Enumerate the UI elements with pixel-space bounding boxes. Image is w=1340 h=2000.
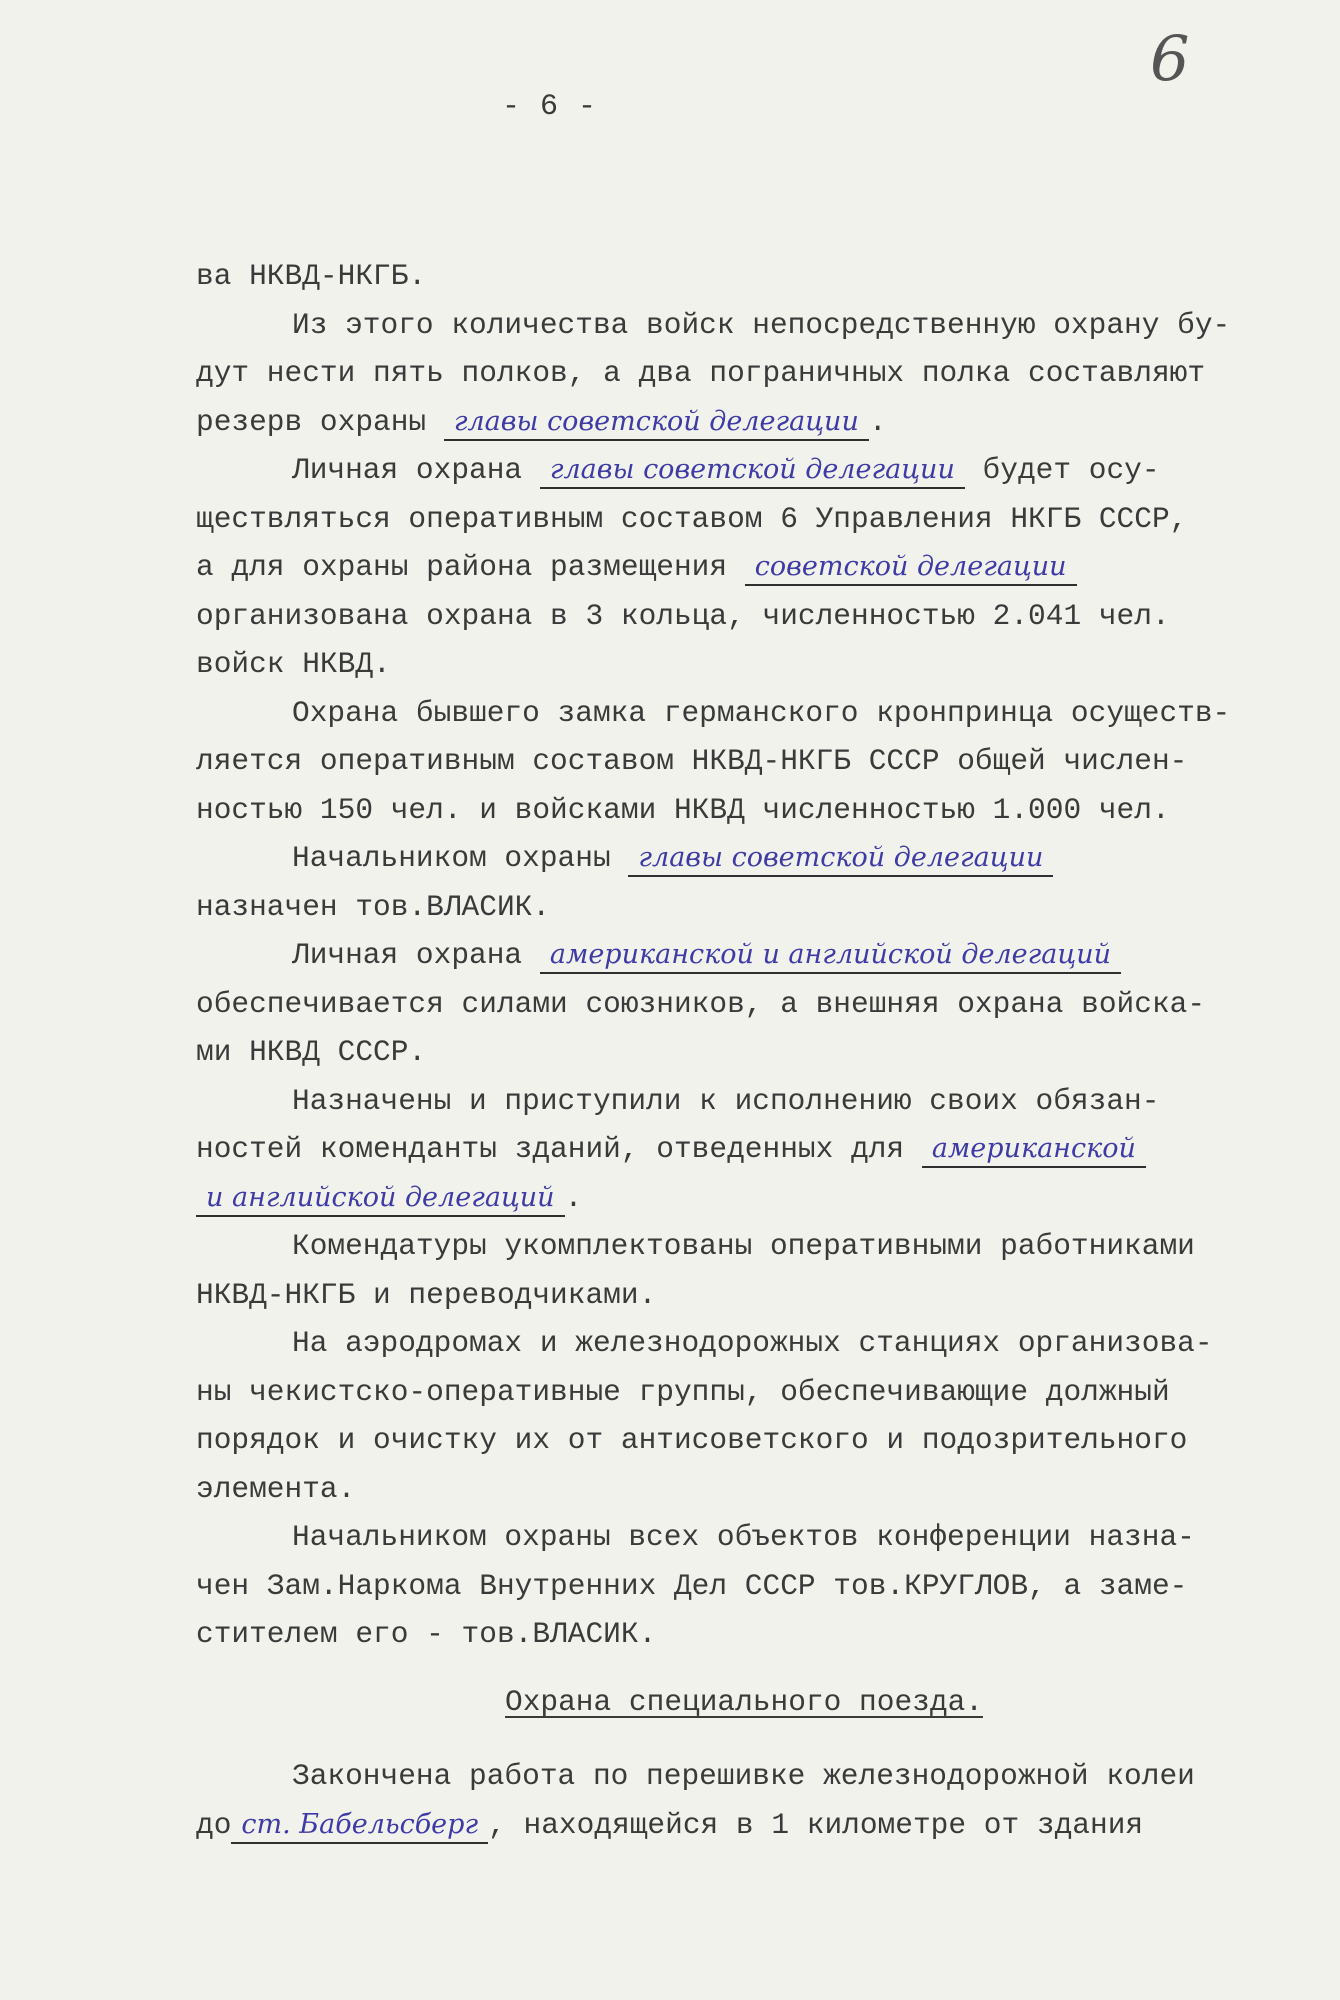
handwritten-insertion: американской и английской делегаций — [540, 938, 1121, 974]
text-line — [196, 1801, 1316, 1850]
text-line: Закончена работа по перешивке железнодорожной колеи — [292, 1759, 1195, 1793]
handwritten-insertion: и английской делегаций — [196, 1181, 565, 1217]
handwritten-insertion: главы советской делегации — [540, 453, 965, 489]
typed-text: , находящейся в 1 километре от здания — [488, 1807, 1144, 1842]
text-line: обеспечивается силами союзников, а внешняя охрана войска- — [196, 986, 1206, 1021]
text-line — [196, 1125, 1316, 1174]
text-line: элемента. — [196, 1471, 356, 1506]
typed-text: . — [868, 404, 887, 439]
text-line: организована охрана в 3 кольца, численностью 2.041 чел. — [196, 598, 1170, 633]
text-line: ва НКВД-НКГБ. — [196, 259, 427, 293]
text-line: чен Зам.Наркома Внутренних Дел СССР тов.КРУГЛОВ, а заме- — [196, 1568, 1188, 1603]
text-line: ществляться оперативным составом 6 Управления НКГБ СССР, — [196, 501, 1188, 536]
typed-text: а для охраны района размещения — [196, 550, 728, 584]
handwritten-insertion: американской — [922, 1132, 1146, 1168]
handwritten-insertion: советской делегации — [745, 550, 1077, 586]
text-line — [196, 834, 1316, 883]
typed-text: резерв охраны — [196, 404, 427, 439]
text-line — [196, 446, 1316, 495]
typed-text: . — [564, 1180, 583, 1215]
text-line — [196, 543, 1316, 592]
body-text — [196, 252, 1316, 1659]
typed-text: Начальником охраны — [292, 841, 611, 875]
section-text — [196, 1752, 1316, 1849]
text-line: Охрана бывшего замка германского кронпринца осуществ- — [292, 695, 1231, 730]
text-line: Назначены и приступили к исполнению своих обязан- — [292, 1083, 1160, 1118]
typed-text: будет осу- — [982, 453, 1160, 487]
typed-text: Личная охрана — [292, 453, 523, 487]
text-line: назначен тов.ВЛАСИК. — [196, 889, 551, 924]
text-line: дут нести пять полков, а два пограничных полка составляют — [196, 356, 1206, 390]
text-line: ны чекистско-оперативные группы, обеспечивающие должный — [196, 1374, 1170, 1409]
text-line — [196, 931, 1316, 980]
text-line — [196, 398, 1316, 447]
text-line: НКВД-НКГБ и переводчиками. — [196, 1277, 657, 1312]
text-line — [196, 1174, 1316, 1223]
text-line: Из этого количества войск непосредственную охрану бу- — [292, 307, 1231, 342]
text-line: ностью 150 чел. и войсками НКВД численностью 1.000 чел. — [196, 792, 1170, 827]
text-line: ляется оперативным составом НКВД-НКГБ СССР общей числен- — [196, 744, 1188, 778]
handwritten-insertion: главы советской делегации — [628, 841, 1053, 877]
text-line: порядок и очистку их от антисоветского и подозрительного — [196, 1423, 1188, 1457]
text-line: войск НКВД. — [196, 647, 391, 681]
handwritten-insertion: ст. Бабельсберг — [231, 1808, 488, 1844]
handwritten-insertion: главы советской делегации — [444, 405, 869, 441]
text-line: На аэродромах и железнодорожных станциях организова- — [292, 1326, 1213, 1360]
text-line: ми НКВД СССР. — [196, 1035, 427, 1069]
typed-text: до — [196, 1807, 232, 1842]
text-line: Комендатуры укомплектованы оперативными работниками — [292, 1229, 1195, 1263]
handwritten-page-number: 6 — [1150, 22, 1190, 95]
text-line: Начальником охраны всех объектов конференции назна- — [292, 1520, 1195, 1554]
typed-text: Личная охрана — [292, 938, 523, 972]
text-line: стителем его - тов.ВЛАСИК. — [196, 1617, 657, 1651]
section-heading: Охрана специального поезда. — [505, 1685, 983, 1719]
typed-page-number: - 6 - — [502, 90, 598, 124]
typed-text: ностей коменданты зданий, отведенных для — [196, 1132, 905, 1166]
